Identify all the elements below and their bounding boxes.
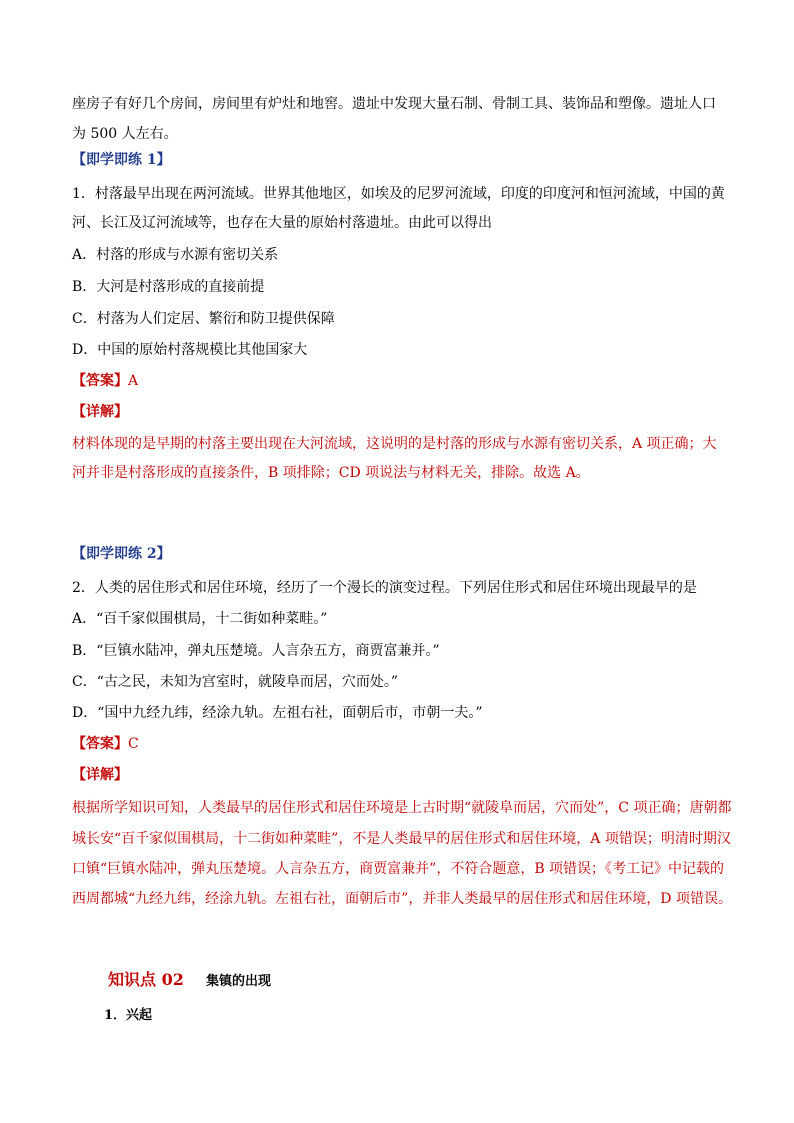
intro-line-1: 座房子有好几个房间，房间里有炉灶和地窖。遗址中发现大量石制、骨制工具、装饰品和塑像。遗址人口: [72, 96, 716, 112]
practice2-option-d: D．“国中九经九纬，经涂九轨。左祖右社，面朝后市，市朝一夫。”: [72, 705, 483, 721]
practice1-tag: 【即学即练 1】: [72, 152, 171, 168]
practice2-detail-line-2: 城长安“百千家似围棋局，十二街如种菜畦”，不是人类最早的居住形式和居住环境，A 项错误；明清时期汉: [72, 831, 731, 847]
practice2-question: 2．人类的居住形式和居住环境，经历了一个漫长的演变过程。下列居住形式和居住环境出现最早的是: [72, 580, 697, 596]
practice2-answer: [72, 735, 139, 753]
practice1-option-c: C．村落为人们定居、繁衍和防卫提供保障: [72, 311, 335, 327]
intro-line-2: 为 500 人左右。: [72, 126, 178, 142]
practice1-answer: [72, 372, 138, 390]
practice2-detail-line-1: 根据所学知识可知，人类最早的居住形式和居住环境是上古时期“就陵阜而居，穴而处”，C 项正确；唐朝都: [72, 800, 732, 816]
practice1-detail-line-2: 河并非是村落形成的直接条件，B 项排除；CD 项说法与材料无关，排除。故选 A。: [72, 465, 590, 481]
practice2-option-a: A．“百千家似围棋局，十二街如种菜畦。”: [72, 611, 328, 627]
practice1-detail-line-1: 材料体现的是早期的村落主要出现在大河流域，这说明的是村落的形成与水源有密切关系，A 项正确；大: [72, 436, 717, 452]
practice2-option-c: C．“古之民，未知为宫室时，就陵阜而居，穴而处。”: [72, 674, 399, 690]
practice2-detail-line-3: 口镇“巨镇水陆冲，弹丸压楚境。人言杂五方，商贾富兼并”，不符合题意，B 项错误；《考工记》中记载的: [72, 861, 725, 877]
practice1-question-line-2: 河、长江及辽河流域等，也存在大量的原始村落遗址。由此可以得出: [72, 215, 492, 231]
practice1-detail-label: 【详解】: [72, 404, 128, 420]
answer-value: A: [128, 373, 139, 389]
practice1-question-line-1: 1．村落最早出现在两河流域。世界其他地区，如埃及的尼罗河流域，印度的印度河和恒河流域，中国的黄: [72, 186, 725, 202]
practice1-option-d: D．中国的原始村落规模比其他国家大: [72, 342, 308, 358]
answer-label: 【答案】: [72, 373, 128, 389]
knowledge-point-title: 知识点 02: [108, 970, 184, 989]
practice1-option-b: B．大河是村落形成的直接前提: [72, 279, 265, 295]
practice2-detail-line-4: 西周都城“九经九纬，经涂九轨。左祖右社，面朝后市”，并非人类最早的居住形式和居住环境，D 项错误。: [72, 891, 732, 907]
knowledge-point-subtitle: 集镇的出现: [206, 974, 272, 989]
answer-value: C: [128, 736, 139, 752]
practice2-option-b: B．“巨镇水陆冲，弹丸压楚境。人言杂五方，商贾富兼并。”: [72, 643, 440, 659]
practice1-option-a: A．村落的形成与水源有密切关系: [72, 247, 279, 263]
knowledge-point-item-1: 1．兴起: [104, 1008, 153, 1023]
practice2-tag: 【即学即练 2】: [72, 546, 171, 562]
answer-label: 【答案】: [72, 736, 128, 752]
practice2-detail-label: 【详解】: [72, 767, 128, 783]
